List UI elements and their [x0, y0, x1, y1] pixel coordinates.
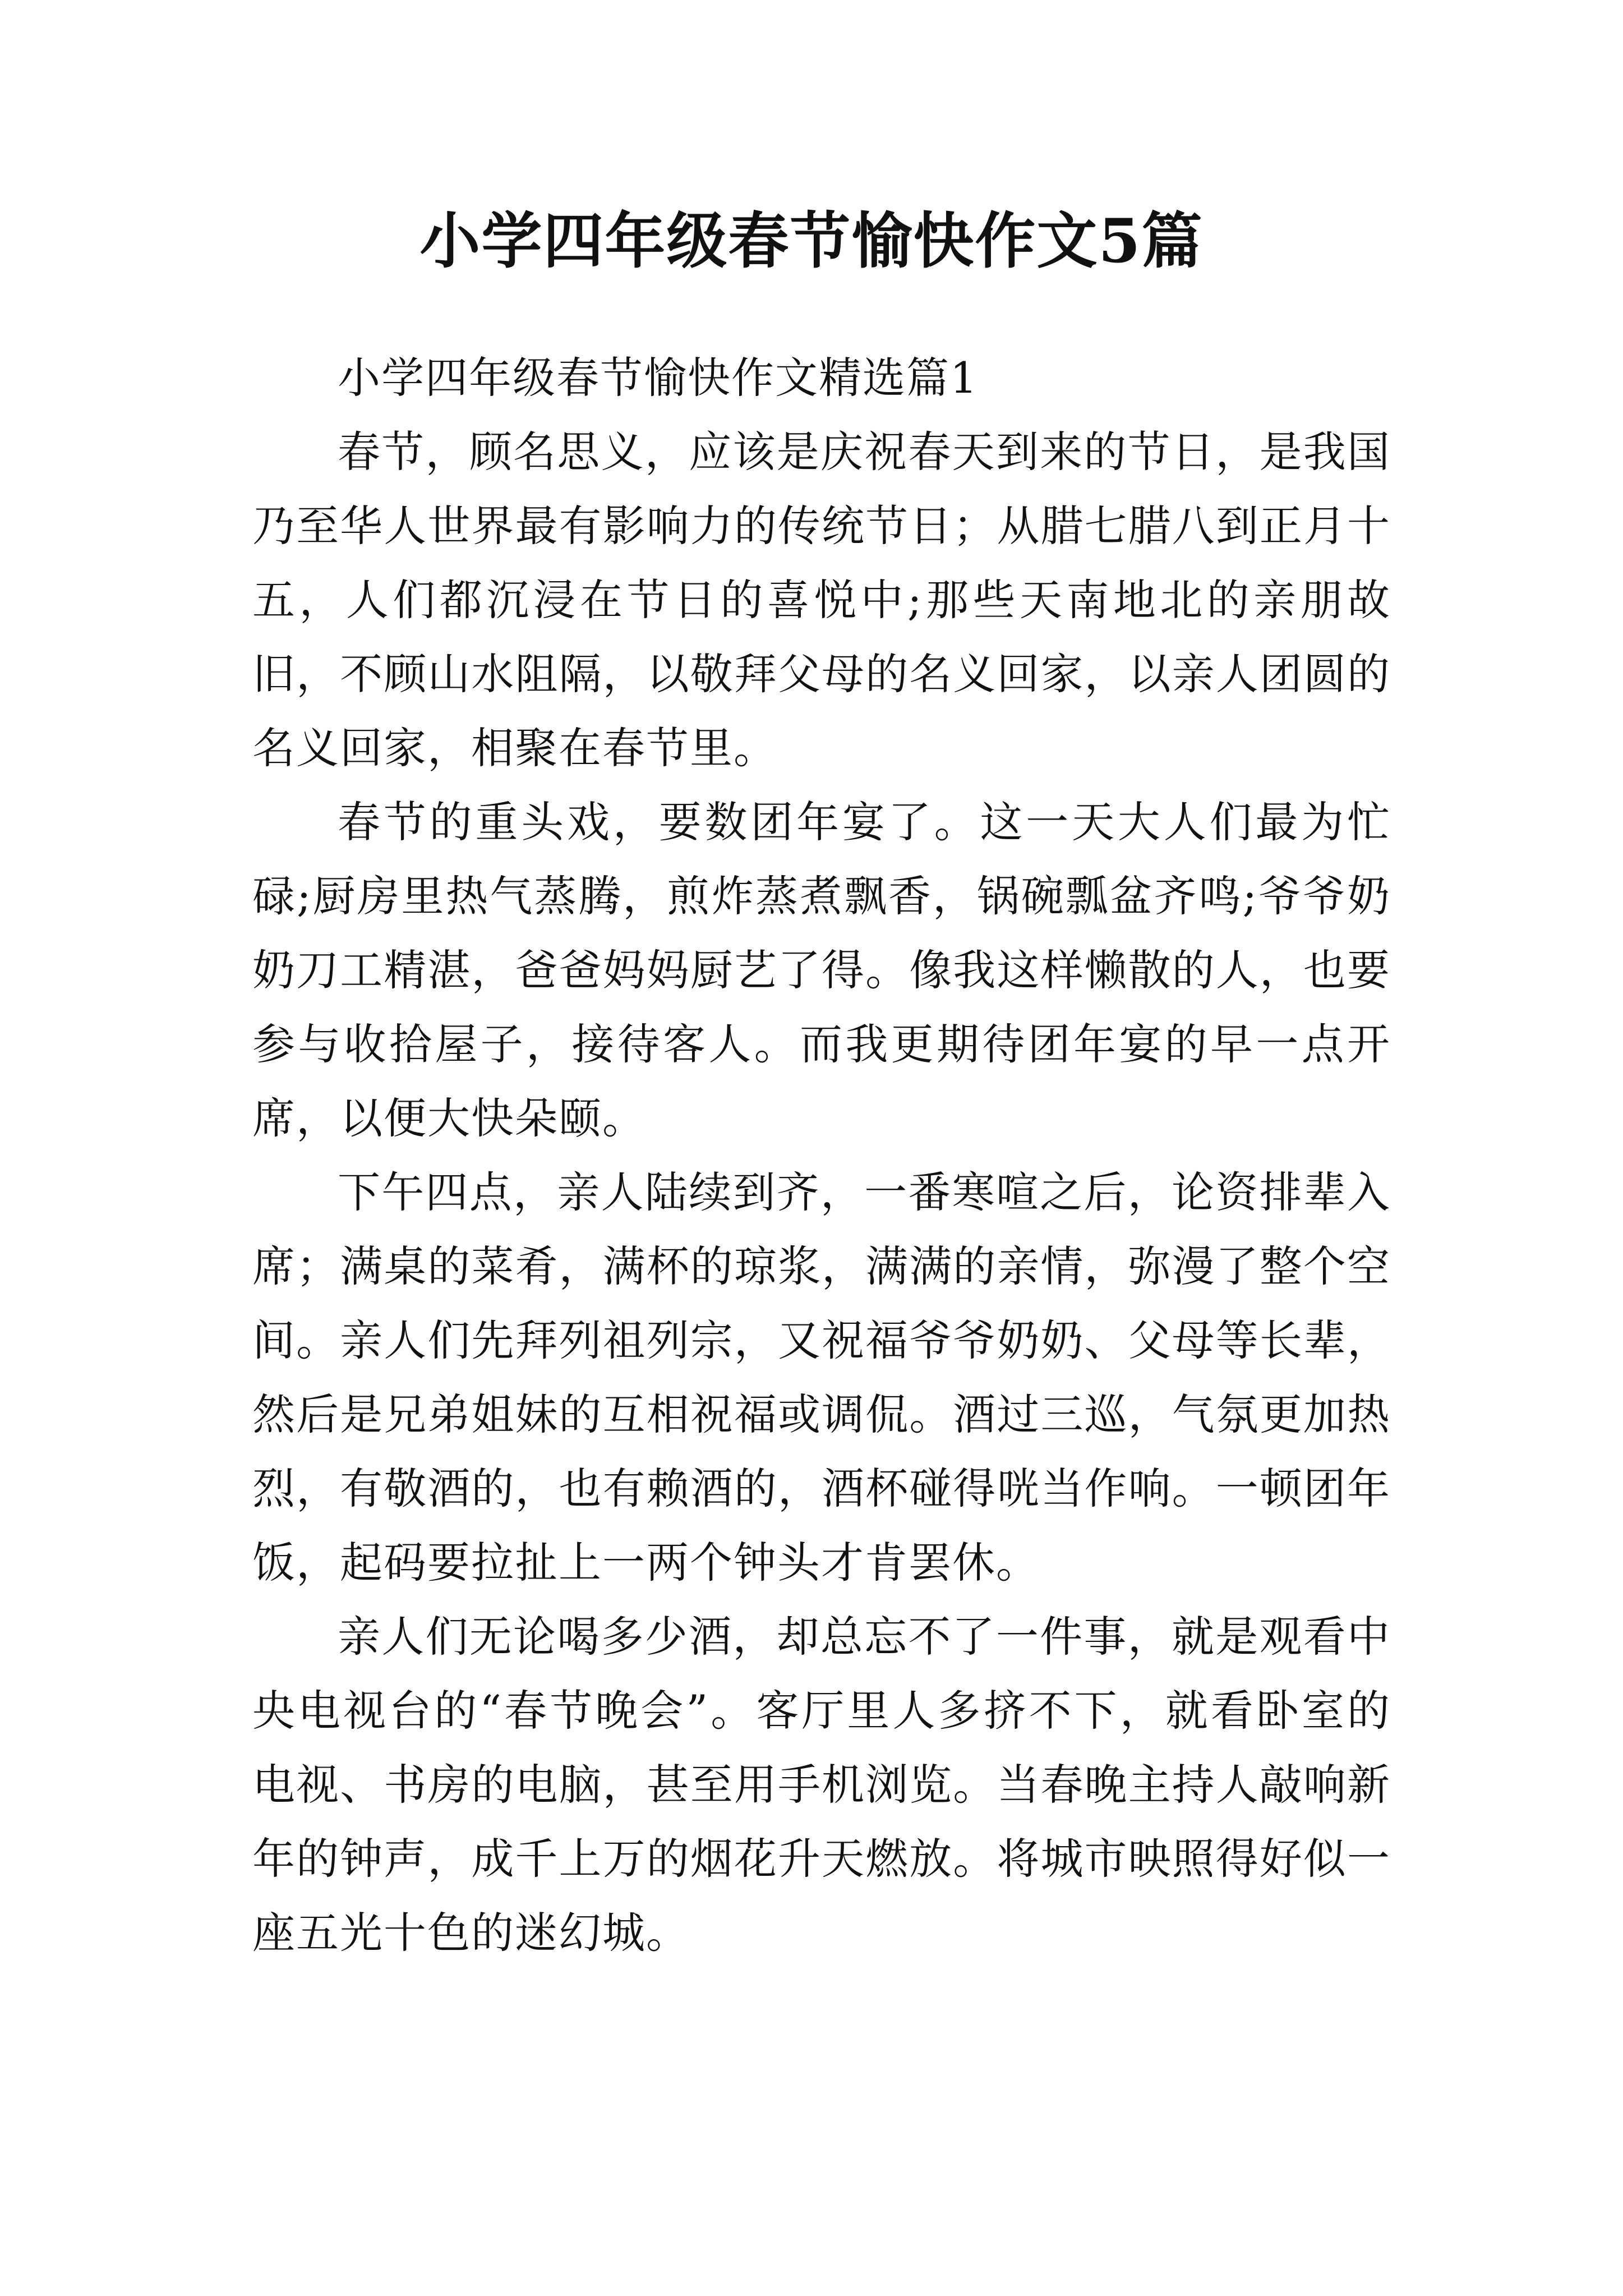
paragraph-4: 亲人们无论喝多少酒，却总忘不了一件事，就是观看中央电视台的“春节晚会”。客厅里人多挤不下，就看卧室的电视、书房的电脑，甚至用手机浏览。当春晚主持人敲响新年的钟声，成千上万的烟花升天燃放。将城市映照得好似一座五光十色的迷幻城。 [252, 1612, 1391, 1958]
document-body [252, 341, 1391, 1970]
paragraph-1: 春节，顾名思义，应该是庆祝春天到来的节日，是我国乃至华人世界最有影响力的传统节日；从腊七腊八到正月十五，人们都沉浸在节日的喜悦中;那些天南地北的亲朋故旧，不顾山水阻隔，以敬拜父母的名义回家，以亲人团圆的名义回家，相聚在春节里。 [252, 427, 1391, 773]
document-title: 小学四年级春节愉快作文5篇 [419, 206, 1204, 277]
paragraph-3: 下午四点，亲人陆续到齐，一番寒喧之后，论资排辈入席；满桌的菜肴，满杯的琼浆，满满的亲情，弥漫了整个空间。亲人们先拜列祖列宗，又祝福爷爷奶奶、父母等长辈，然后是兄弟姐妹的互相祝福或调侃。酒过三巡，气氛更加热烈，有敬酒的，也有赖酒的，酒杯碰得咣当作响。一顿团年饭，起码要拉扯上一两个钟头才肯罢休。 [252, 1167, 1391, 1588]
section-heading: 小学四年级春节愉快作文精选篇1 [338, 353, 979, 403]
paragraph-2: 春节的重头戏，要数团年宴了。这一天大人们最为忙碌;厨房里热气蒸腾，煎炸蒸煮飘香，锅碗瓢盆齐鸣;爷爷奶奶刀工精湛，爸爸妈妈厨艺了得。像我这样懒散的人，也要参与收拾屋子，接待客人。而我更期待团年宴的早一点开席，以便大快朵颐。 [252, 797, 1391, 1143]
